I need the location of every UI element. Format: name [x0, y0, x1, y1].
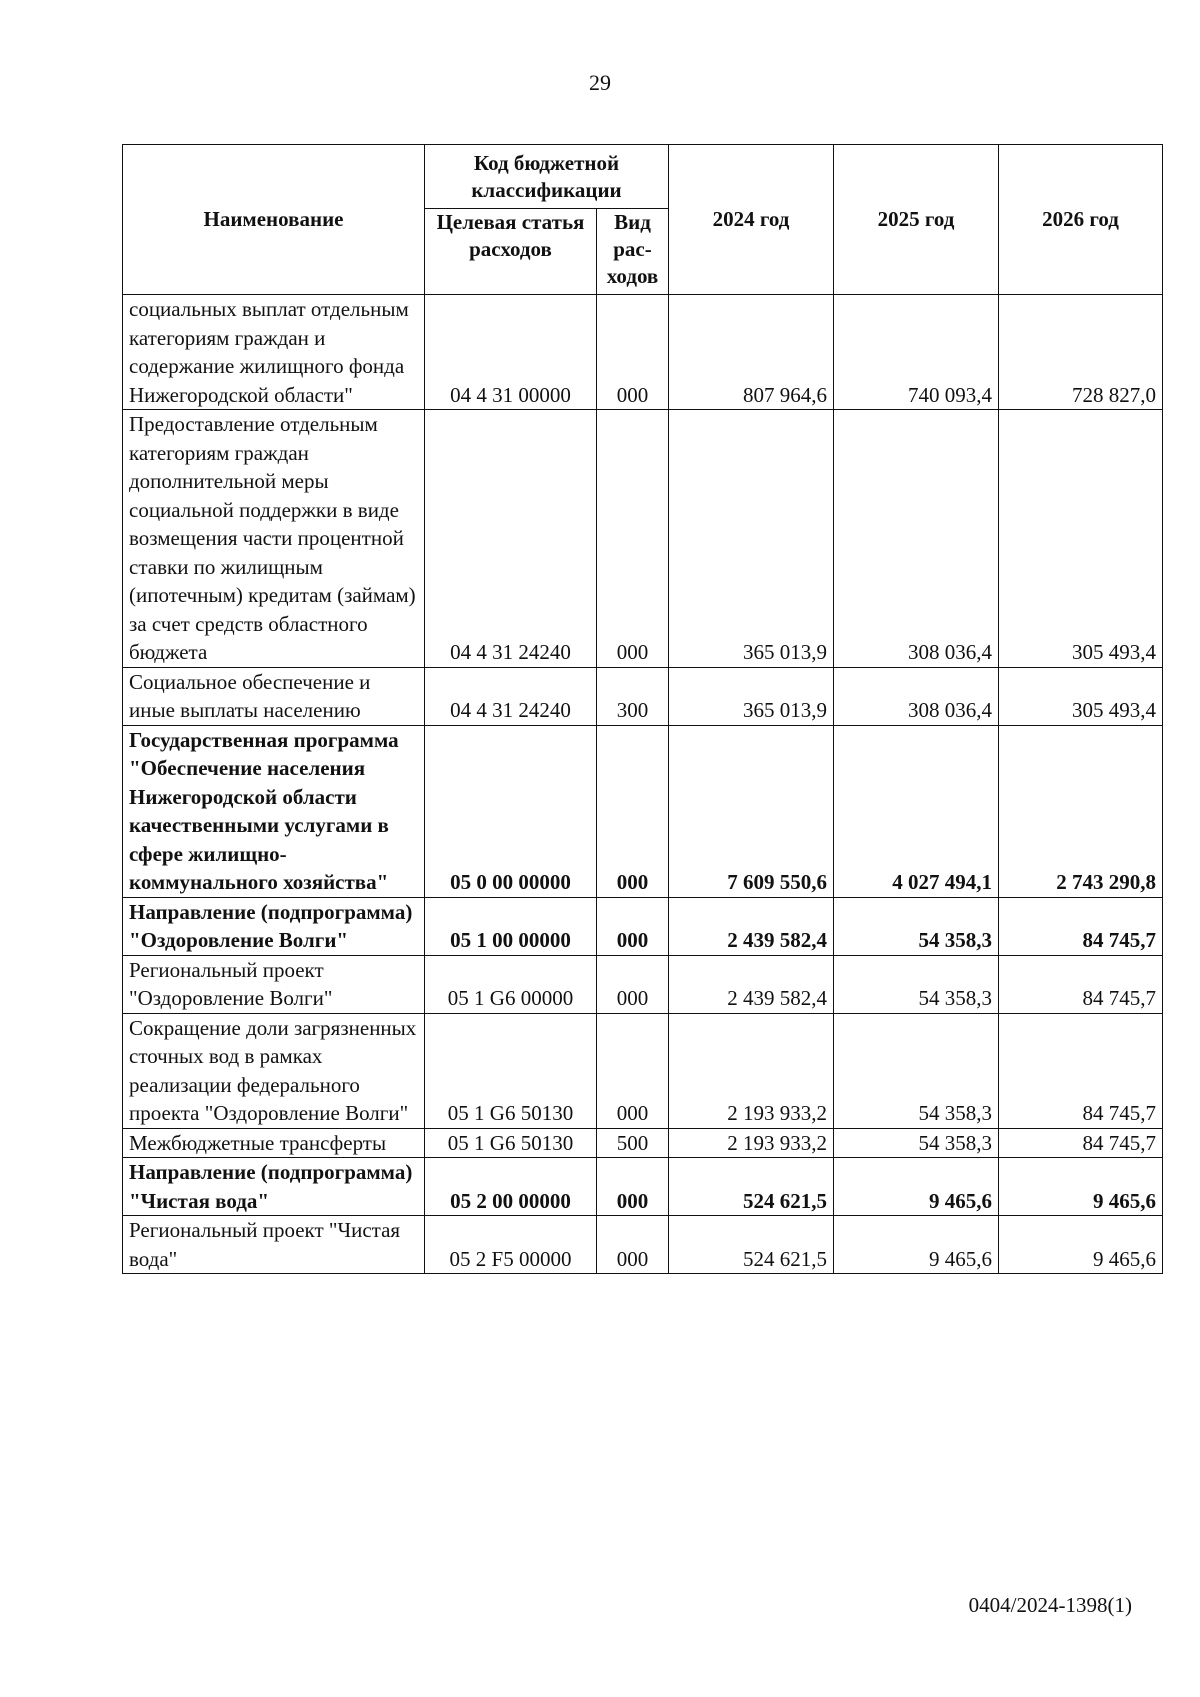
row-name: Направление (подпрограмма) "Оздоровление Волги": [123, 897, 425, 955]
header-expense-type: Вид рас-ходов: [597, 209, 669, 295]
row-value-2026: 728 827,0: [999, 295, 1163, 410]
row-expense-type: 000: [597, 897, 669, 955]
document-code: 0404/2024-1398(1): [968, 1593, 1132, 1617]
row-value-2024: 524 621,5: [669, 1158, 834, 1216]
row-target-article: 05 0 00 00000: [425, 725, 597, 897]
row-expense-type: 000: [597, 295, 669, 410]
row-value-2024: 365 013,9: [669, 667, 834, 725]
header-name: Наименование: [123, 145, 425, 295]
row-value-2025: 54 358,3: [834, 1013, 999, 1128]
row-value-2026: 305 493,4: [999, 667, 1163, 725]
row-value-2024: 807 964,6: [669, 295, 834, 410]
row-expense-type: 300: [597, 667, 669, 725]
row-target-article: 05 2 00 00000: [425, 1158, 597, 1216]
row-value-2025: 54 358,3: [834, 897, 999, 955]
row-value-2024: 2 193 933,2: [669, 1013, 834, 1128]
row-value-2026: 84 745,7: [999, 955, 1163, 1013]
row-name: Социальное обеспечение и иные выплаты населению: [123, 667, 425, 725]
row-value-2025: 740 093,4: [834, 295, 999, 410]
row-expense-type: 000: [597, 410, 669, 668]
row-value-2025: 4 027 494,1: [834, 725, 999, 897]
header-2024: 2024 год: [669, 145, 834, 295]
row-target-article: 05 1 G6 00000: [425, 955, 597, 1013]
row-value-2026: 9 465,6: [999, 1158, 1163, 1216]
table-row: [123, 410, 1163, 668]
header-target-article: Целевая статья расходов: [425, 209, 597, 295]
row-name: Региональный проект "Оздоровление Волги": [123, 955, 425, 1013]
table-row: [123, 725, 1163, 897]
row-name: Государственная программа "Обеспечение населения Нижегородской области качественными услугами в сфере жилищно-коммунального хозяйства": [123, 725, 425, 897]
row-value-2026: 2 743 290,8: [999, 725, 1163, 897]
table-row: [123, 1158, 1163, 1216]
row-value-2024: 2 193 933,2: [669, 1128, 834, 1158]
page-number: 29: [589, 70, 611, 95]
row-value-2025: 9 465,6: [834, 1216, 999, 1274]
table-row: [123, 1216, 1163, 1274]
row-target-article: 05 1 G6 50130: [425, 1128, 597, 1158]
table-row: [123, 295, 1163, 410]
row-value-2026: 84 745,7: [999, 1128, 1163, 1158]
row-value-2025: 308 036,4: [834, 410, 999, 668]
table-row: [123, 1013, 1163, 1128]
row-value-2024: 2 439 582,4: [669, 897, 834, 955]
header-code-group: Код бюджетной классификации: [425, 145, 669, 209]
row-value-2025: 308 036,4: [834, 667, 999, 725]
row-name: Предоставление отдельным категориям граждан дополнительной меры социальной поддержки в виде возмещения части процентной ставки по жилищным (ипотечным) кредитам (займам) за счет средств областного бюджета: [123, 410, 425, 668]
row-target-article: 04 4 31 00000: [425, 295, 597, 410]
row-expense-type: 500: [597, 1128, 669, 1158]
row-expense-type: 000: [597, 1158, 669, 1216]
row-value-2026: 9 465,6: [999, 1216, 1163, 1274]
row-value-2025: 54 358,3: [834, 955, 999, 1013]
table-row: [123, 667, 1163, 725]
row-value-2026: 84 745,7: [999, 897, 1163, 955]
row-value-2024: 2 439 582,4: [669, 955, 834, 1013]
table-body: [123, 295, 1163, 1274]
row-target-article: 05 1 00 00000: [425, 897, 597, 955]
row-value-2024: 7 609 550,6: [669, 725, 834, 897]
row-target-article: 05 1 G6 50130: [425, 1013, 597, 1128]
row-value-2025: 9 465,6: [834, 1158, 999, 1216]
row-value-2026: 305 493,4: [999, 410, 1163, 668]
budget-table: [122, 144, 1163, 1274]
row-target-article: 04 4 31 24240: [425, 667, 597, 725]
row-expense-type: 000: [597, 1013, 669, 1128]
row-name: Межбюджетные трансферты: [123, 1128, 425, 1158]
table-row: [123, 1128, 1163, 1158]
row-target-article: 05 2 F5 00000: [425, 1216, 597, 1274]
table-row: [123, 897, 1163, 955]
row-name: Региональный проект "Чистая вода": [123, 1216, 425, 1274]
row-expense-type: 000: [597, 1216, 669, 1274]
row-name: Сокращение доли загрязненных сточных вод в рамках реализации федерального проекта "Оздоровление Волги": [123, 1013, 425, 1128]
header-2025: 2025 год: [834, 145, 999, 295]
row-target-article: 04 4 31 24240: [425, 410, 597, 668]
row-name: Направление (подпрограмма) "Чистая вода": [123, 1158, 425, 1216]
row-value-2024: 524 621,5: [669, 1216, 834, 1274]
row-value-2024: 365 013,9: [669, 410, 834, 668]
table-row: [123, 955, 1163, 1013]
header-2026: 2026 год: [999, 145, 1163, 295]
row-value-2026: 84 745,7: [999, 1013, 1163, 1128]
row-value-2025: 54 358,3: [834, 1128, 999, 1158]
row-expense-type: 000: [597, 955, 669, 1013]
row-expense-type: 000: [597, 725, 669, 897]
row-name: социальных выплат отдельным категориям граждан и содержание жилищного фонда Нижегородской области": [123, 295, 425, 410]
